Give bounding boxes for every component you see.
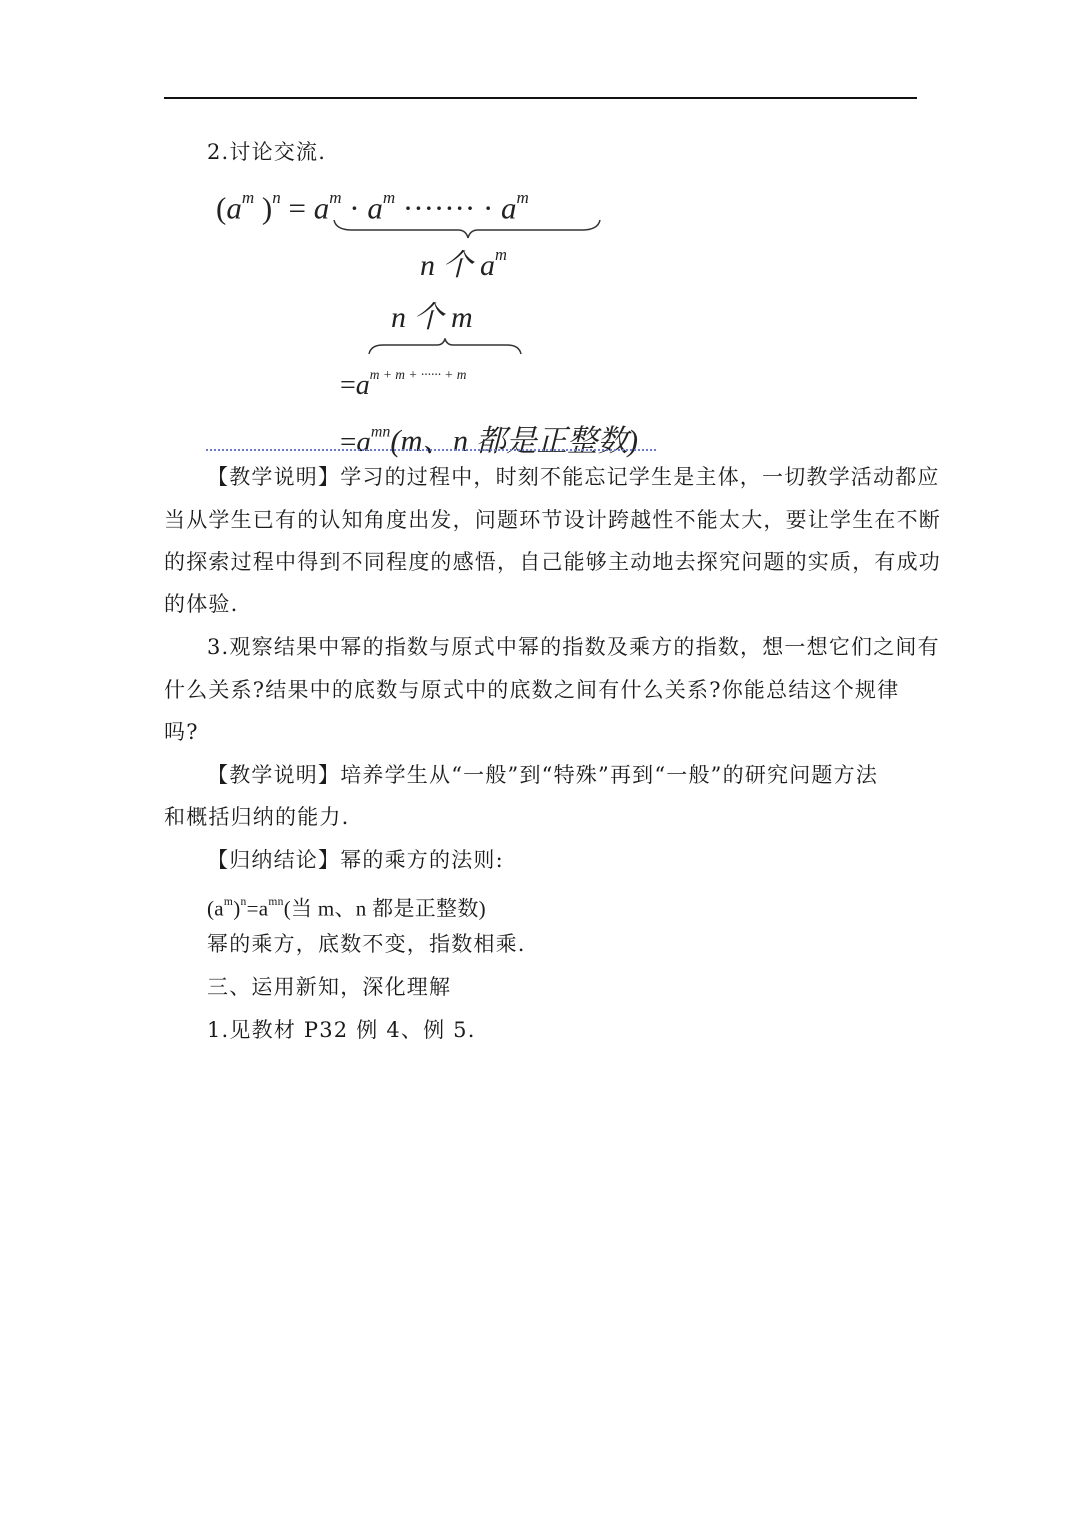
- header-rule: [164, 97, 917, 99]
- formula-row-4: $=a^{mn}(m$、n 都是正整数): [340, 423, 639, 458]
- note1-line-3: 的探索过程中得到不同程度的感悟，自己能够主动地去探究问题的实质，有成功: [164, 550, 941, 574]
- power-rule-text: 幂的乘方，底数不变，指数相乘.: [207, 932, 526, 956]
- note1-line-4: 的体验.: [164, 592, 239, 616]
- q3-line-2: 什么关系?结果中的底数与原式中的底数之间有什么关系?你能总结这个规律: [164, 678, 900, 702]
- note1-line-1: 【教学说明】学习的过程中，时刻不能忘记学生是主体，一切教学活动都应: [207, 465, 940, 489]
- note2-line-2: 和概括归纳的能力.: [164, 805, 350, 829]
- formula-row-3: $=a^{m + m + \cdot\cdot\cdot\cdot\cdot\cdot + m}$: [340, 367, 467, 401]
- section-three-heading: 三、运用新知，深化理解: [207, 975, 452, 999]
- note1-line-2: 当从学生已有的认知角度出发，问题环节设计跨越性不能太大，要让学生在不断: [164, 508, 941, 532]
- item-textbook-examples: 1.见教材 P32 例 4、例 5.: [207, 1018, 476, 1042]
- power-rule-formula: $(a^m)^n=a^{mn}$(当 m、n 都是正整数): [207, 896, 486, 921]
- overbrace-n-m: [367, 338, 523, 358]
- underbrace-n-am: [332, 218, 602, 240]
- heading-discussion: 2.讨论交流.: [207, 140, 327, 164]
- q3-line-3: 吗?: [164, 720, 199, 744]
- formula-row-1: ($a^m$ )$^n = a^m \cdot a^m$ ······· · $a^m$: [216, 188, 529, 226]
- q3-line-1: 3.观察结果中幂的指数与原式中幂的指数及乘方的指数，想一想它们之间有: [207, 635, 940, 659]
- dotted-underline: [206, 449, 656, 451]
- label-n-am: n 个 $a^m$: [420, 245, 507, 282]
- conclusion-heading: 【归纳结论】幂的乘方的法则:: [207, 848, 504, 872]
- note2-line-1: 【教学说明】培养学生从“一般”到“特殊”再到“一般”的研究问题方法: [207, 763, 879, 787]
- label-n-m: n 个 m: [391, 301, 473, 334]
